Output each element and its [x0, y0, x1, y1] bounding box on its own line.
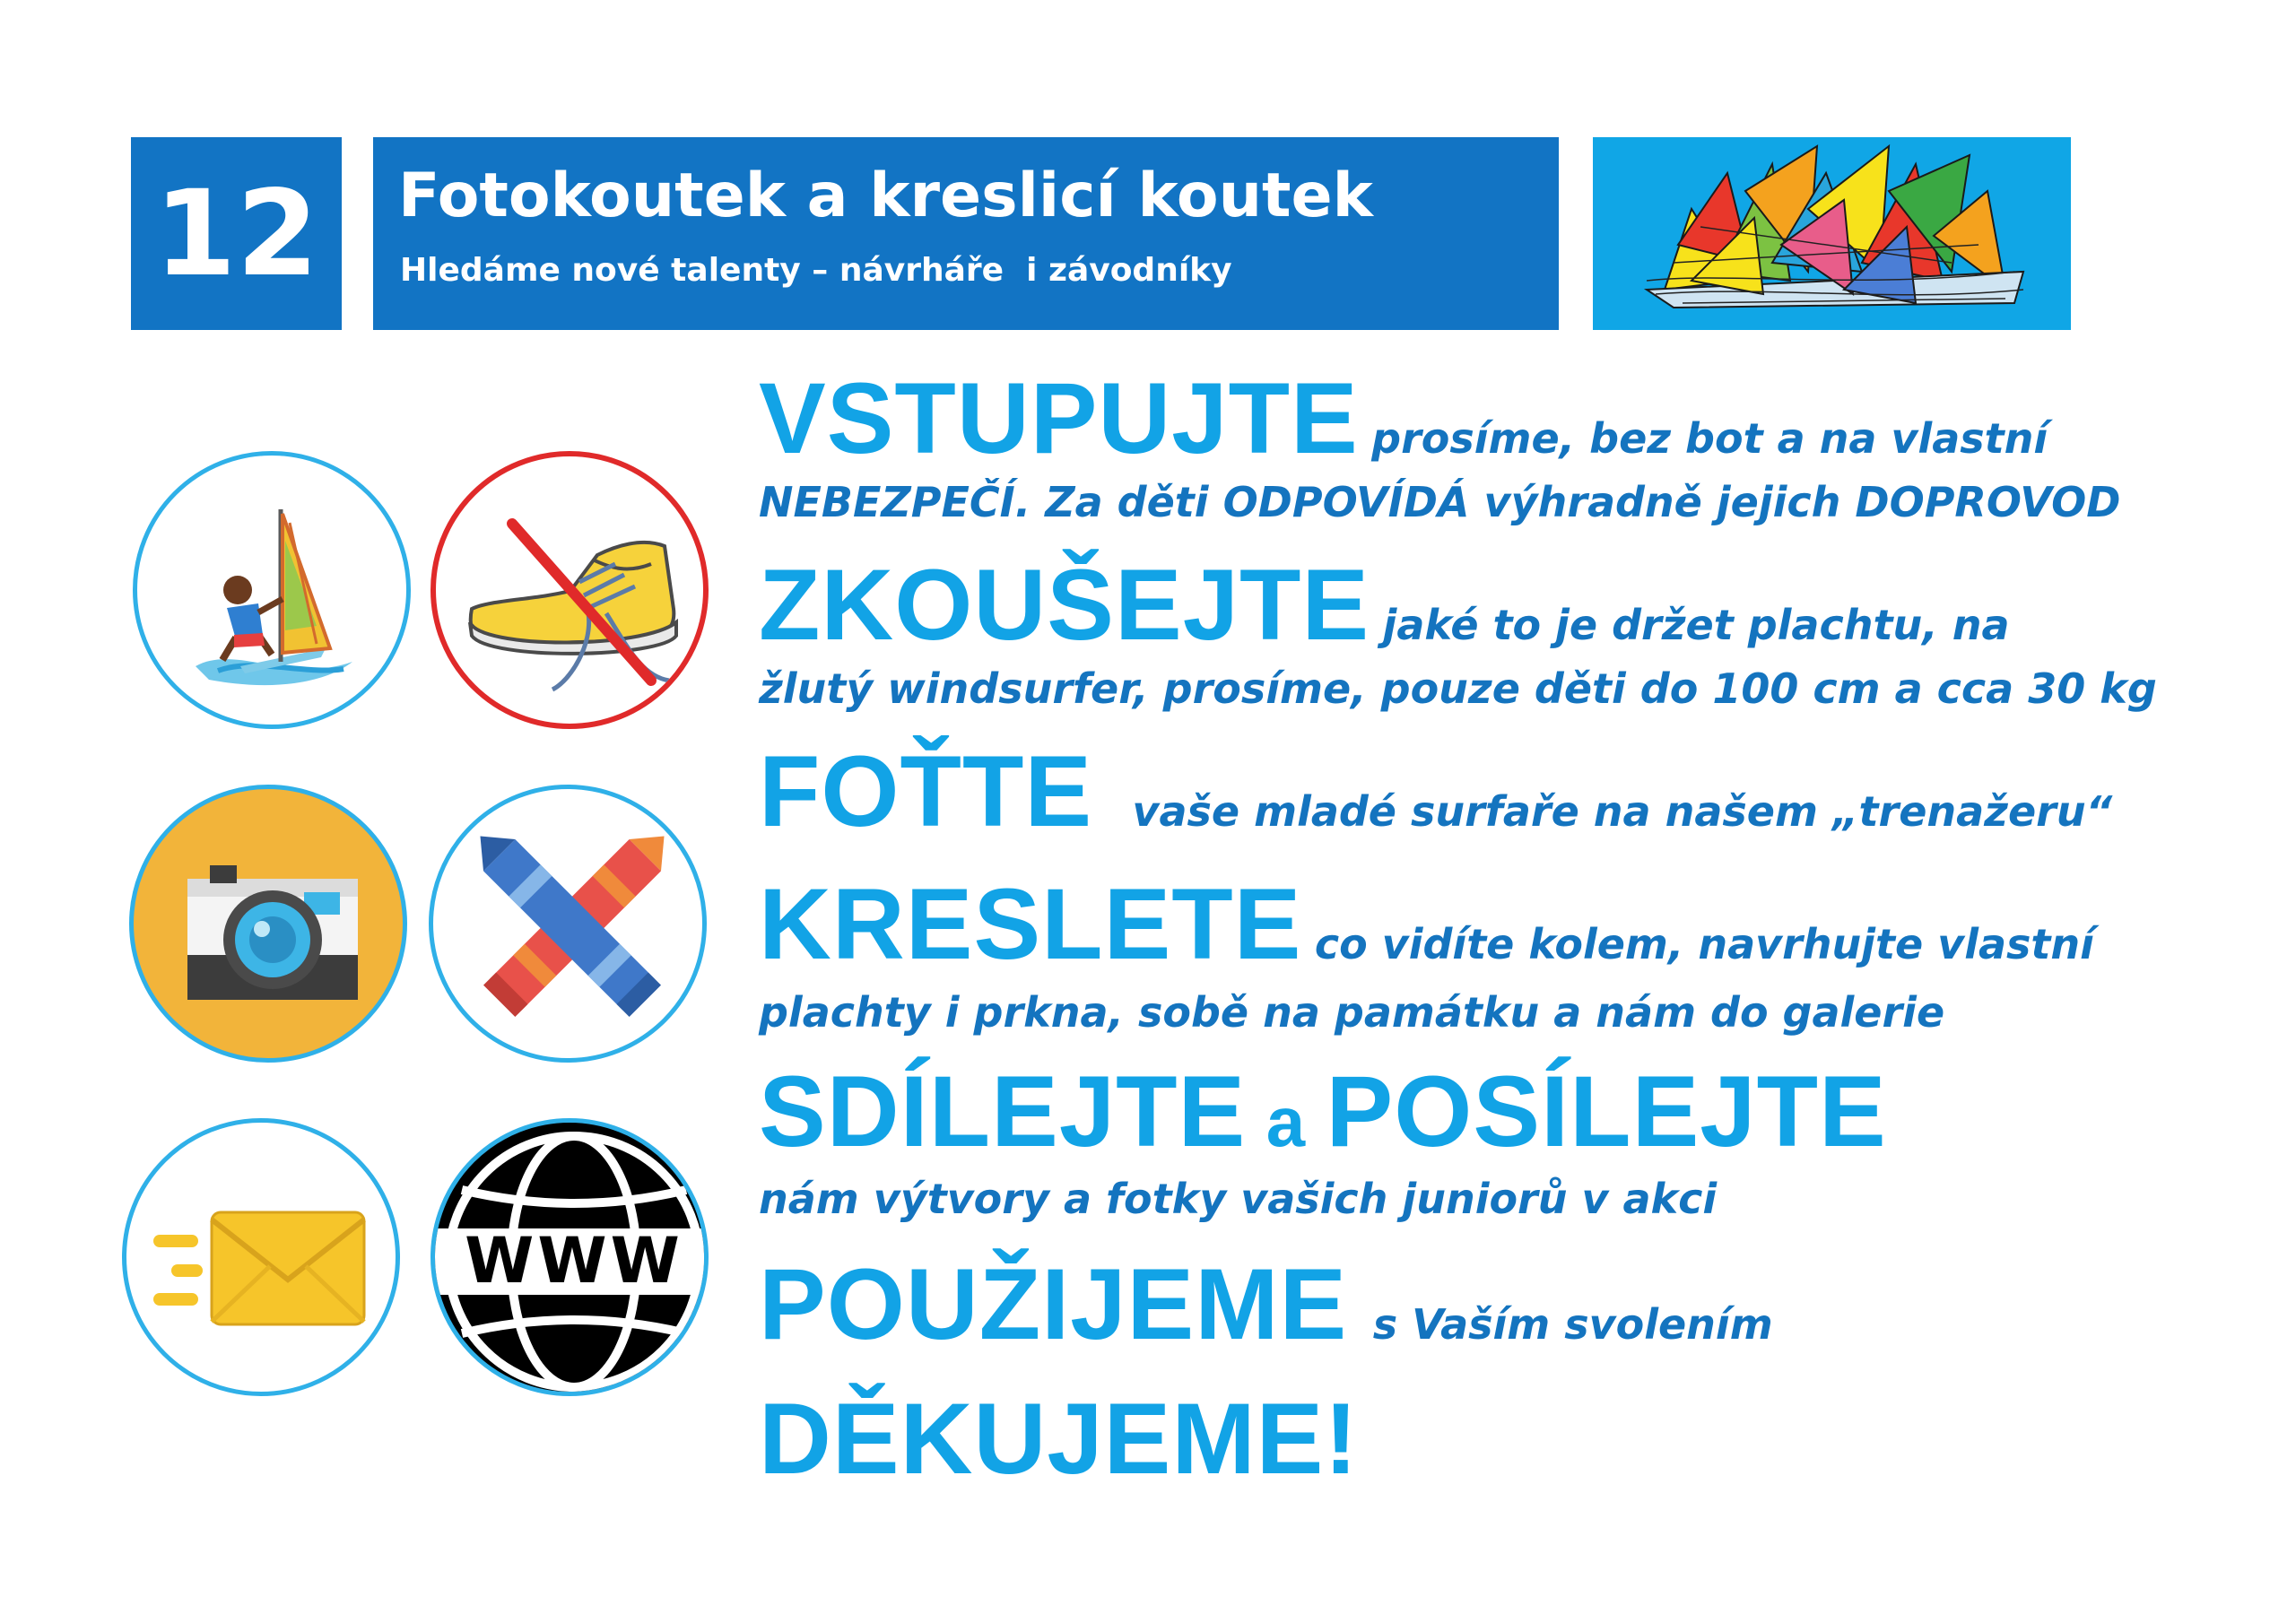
- heading-conjunction: a: [1265, 1082, 1307, 1161]
- windsurfer-icon: [133, 451, 411, 729]
- text-fotte: vaše mladé surfaře na našem „trenažeru“: [1132, 787, 2113, 836]
- heading-sdilejte: SDÍLEJTE: [759, 1055, 1247, 1167]
- text-zkousejte: jaké to je držet plachtu, na: [1382, 601, 2010, 649]
- text-pouzijeme: s Vaším svolením: [1372, 1300, 1773, 1349]
- page-title: Fotokoutek a kreslicí koutek: [398, 161, 1373, 231]
- text-zkousejte-cont: žlutý windsurfer, prosíme, pouze děti do 100 cm a cca 30 kg: [759, 664, 2157, 713]
- heading-posilejte: POSÍLEJTE: [1326, 1055, 1887, 1167]
- fotte-line: [759, 733, 2112, 849]
- heading-vstupujte: VSTUPUJTE: [759, 362, 1359, 474]
- heading-pouzijeme: POUŽIJEME: [759, 1248, 1348, 1360]
- kreslete-line: [759, 866, 2094, 982]
- mail-icon: [122, 1118, 400, 1396]
- page-subtitle: Hledáme nové talenty – návrháře i závodníky: [400, 252, 1232, 289]
- section-number: 12: [131, 137, 342, 330]
- no-shoes-icon: [430, 451, 709, 729]
- dekujeme-line: [759, 1381, 1359, 1497]
- text-vstupujte-cont: NEBEZPEČÍ. Za děti ODPOVÍDÁ výhradně jejich DOPROVOD: [759, 478, 2121, 526]
- zkousejte-line: [759, 547, 2009, 663]
- text-vstupujte: prosíme, bez bot a na vlastní: [1371, 414, 2048, 463]
- crayons-icon: [429, 785, 707, 1063]
- sdilejte-line: [759, 1054, 1887, 1169]
- heading-dekujeme: DĚKUJEME!: [759, 1383, 1359, 1495]
- heading-kreslete: KRESLETE: [759, 868, 1302, 980]
- www-globe-icon: [430, 1118, 709, 1396]
- svg-text:WWW: WWW: [465, 1224, 683, 1298]
- text-sdilejte-cont: nám výtvory a fotky vašich juniorů v akci: [759, 1175, 1718, 1223]
- heading-zkousejte: ZKOUŠEJTE: [759, 549, 1370, 661]
- pouzijeme-line: [759, 1246, 1773, 1362]
- text-kreslete: co vidíte kolem, navrhujte vlastní: [1314, 920, 2094, 968]
- abstract-sails-artwork: [1593, 137, 2071, 330]
- heading-fotte: FOŤTE: [759, 735, 1093, 847]
- vstupujte-line: [759, 360, 2048, 476]
- header-banner: [373, 137, 1559, 330]
- text-kreslete-cont: plachty i prkna, sobě na památku a nám do galerie: [759, 988, 1945, 1037]
- camera-icon: [129, 785, 407, 1063]
